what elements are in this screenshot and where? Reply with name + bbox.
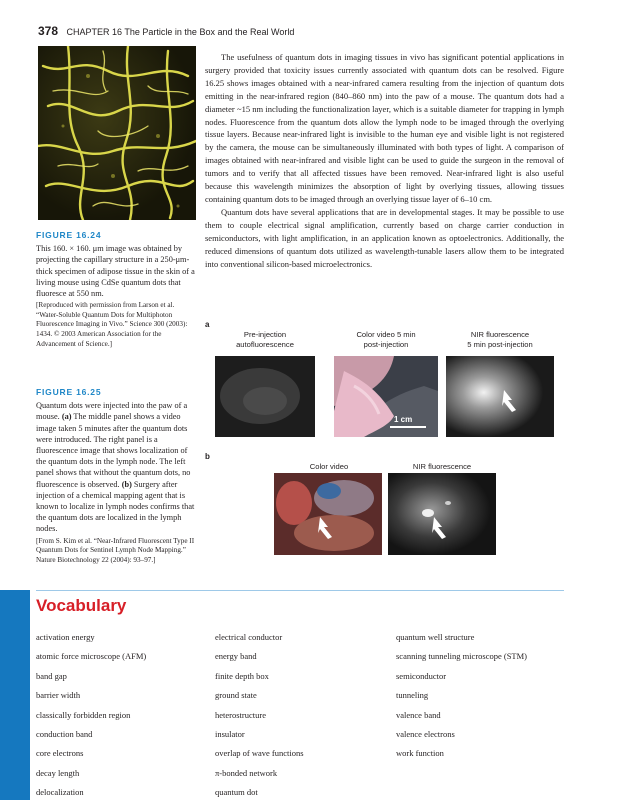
vocab-term: classically forbidden region: [36, 709, 131, 720]
running-header: [38, 24, 294, 38]
vocab-term: heterostructure: [215, 709, 266, 720]
figure-16-25-caption: [36, 387, 198, 565]
figure-16-24-caption: [36, 230, 198, 349]
vocab-term: π-bonded network: [215, 767, 278, 778]
vocab-term: overlap of wave functions: [215, 748, 304, 759]
surgery-nir-image: [388, 473, 496, 555]
scale-bar: [390, 426, 426, 428]
vocab-term: band gap: [36, 670, 67, 681]
pre-injection-image: [215, 356, 315, 437]
figure-16-24-title: FIGURE 16.24: [36, 230, 102, 240]
vocab-term: scanning tunneling microscope (STM): [396, 651, 528, 662]
capillary-micrograph: [38, 46, 196, 220]
vocab-term: delocalization: [36, 787, 84, 798]
vocab-column-3: [396, 628, 527, 764]
panel-a-mid-caption: Color video 5 min post-injection: [356, 330, 416, 349]
running-head: CHAPTER 16 The Particle in the Box and the Real World: [66, 27, 295, 37]
vocab-term: quantum well structure: [396, 632, 475, 642]
figure-16-25-title: FIGURE 16.25: [36, 387, 102, 397]
panel-b-left-caption: Color video: [309, 462, 349, 471]
vocab-term: barrier width: [36, 690, 81, 701]
body-text: [205, 51, 564, 270]
vocabulary-heading: Vocabulary: [36, 596, 127, 615]
figure-16-25-text: Quantum dots were injected into the paw of a mouse. (a) The middle panel shows a video image taken 5 minutes after the quantum dots were introduced. The right panel is a fluorescence image that shows localization of the quantum dots in the lymph node. The left panel shows that without the quantum dots, no fluorescence is observed. (b) Surgery after injection of a chemical mapping agent that is known to localize in lymph nodes confirms that the quantum dots are localized in the lymph nodes.: [36, 401, 195, 534]
vocab-term: electrical conductor: [215, 632, 283, 642]
paragraph-2: Quantum dots have several applications that are in developmental stages. It may be possible to use them to couple electrical signal amplification, currently based on charge carrier conduction in semiconductors, with light amplification, in an application known as optoelectronics. Additionally, the reduced dimensions of quantum dots utilized as wavelength-tunable lasers allow them to be integrated into conventional silicon-based microelectronics.: [205, 206, 564, 269]
vocab-term: decay length: [36, 767, 80, 778]
panel-a-right-caption: NIR fluorescence 5 min post-injection: [467, 330, 533, 349]
page-number: 378: [38, 24, 59, 38]
vocab-term: finite depth box: [215, 670, 269, 681]
panel-label-a: a: [205, 320, 210, 329]
vocab-term: activation energy: [36, 632, 95, 642]
vocab-term: energy band: [215, 651, 257, 662]
figure-16-25-credit: [From S. Kim et al. “Near-Infrared Fluorescent Type II Quantum Dots for Sentinel Lymph Node Mapping.” Nature Biotechnology 22 (2004): 93–97.]: [36, 536, 195, 564]
scale-bar-label: 1 cm: [394, 415, 413, 424]
vocab-column-1: [36, 628, 146, 803]
figure-16-24-text: This 160. × 160. μm image was obtained by projecting the capillary structure in a 250-μm-thick specimen of adipose tissue in the skin of a living mouse using CdSe quantum dots that fluoresce at 550 nm.: [36, 244, 195, 299]
vocab-term: ground state: [215, 690, 257, 701]
panel-a-left-caption: Pre-injection autofluorescence: [236, 330, 294, 349]
vocab-rule: [36, 590, 564, 591]
vocab-term: valence electrons: [396, 729, 455, 740]
figure-16-24-credit: [Reproduced with permission from Larson et al. “Water-Soluble Quantum Dots for Multiphoton Fluorescence Imaging in Vivo.” Science 300 (2003): 1434. © 2003 American Association for the Advancement of Science.]: [36, 301, 188, 348]
vocab-term: tunneling: [396, 690, 429, 701]
panel-label-b: b: [205, 452, 210, 461]
vocab-term: semiconductor: [396, 670, 447, 681]
vocab-term: quantum dot: [215, 787, 258, 798]
vocab-term: insulator: [215, 729, 245, 740]
vocab-term: core electrons: [36, 748, 84, 759]
vocab-term: conduction band: [36, 729, 93, 740]
surgery-color-image: [274, 473, 382, 555]
vocab-term: atomic force microscope (AFM): [36, 651, 147, 662]
paragraph-1: The usefulness of quantum dots in imaging tissues in vivo has significant potential applications in surgery provided that toxicity issues currently associated with quantum dots can be resolved. Figure 16.25 shows images obtained with a near-infrared camera resulting from the injection of quantum dots emitting in the near-infrared region (840–860 nm) into the paw of a mouse. The quantum dots had a diameter ~15 nm including the functionalization layer, which is a suitable diameter for trapping in lymph nodes. Fluorescence from the quantum dots allow the lymph node to be imaged through the overlying tissue layers. Because near-infrared light is invisible to the human eye and visible light is not registered by the camera, the mouse can be simultaneously illuminated with both types of light. A comparison of images obtained with near-infrared and visible light can be used to guide the surgeon in the removal of tumors and to verify that all affected tissues have been removed. Near-infrared light is also useful because this wavelength minimizes the absorption of light by overlying tissues, allowing tissues containing quantum dots to be imaged through an overlying tissue layer of 6–10 cm.: [205, 52, 564, 204]
panel-b-right-caption: NIR fluorescence: [412, 462, 472, 471]
vocab-term: work function: [396, 748, 444, 759]
nir-fluorescence-image: [446, 356, 554, 437]
color-video-image: [334, 356, 438, 437]
vocab-term: valence band: [396, 709, 441, 720]
vocab-column-2: [215, 628, 304, 803]
vocab-side-stripe: [0, 590, 30, 800]
